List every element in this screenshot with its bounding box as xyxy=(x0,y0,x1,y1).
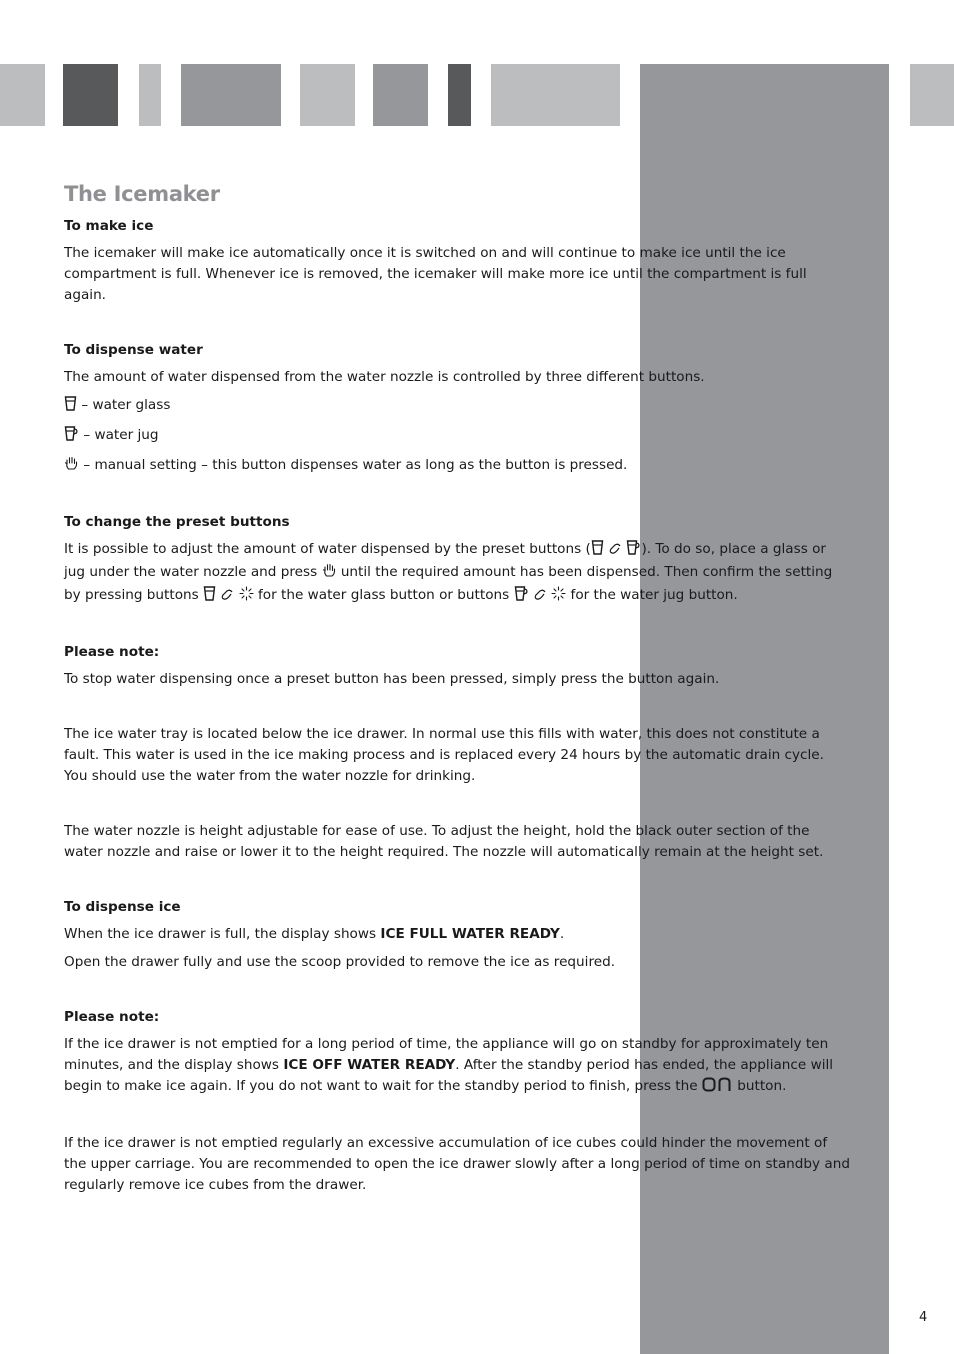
sparkle-icon xyxy=(239,586,254,608)
header-block-10 xyxy=(910,64,954,126)
and-symbol-icon xyxy=(608,541,622,562)
tray-text: The ice water tray is located below the ice drawer. In normal use this fills with water, this does not constitute a fault. This water is used in the ice making process and is replaced every 24 hours by the automatic drain cycle. You should use the water from the water nozzle for drinking. xyxy=(64,726,824,784)
glass-line xyxy=(64,395,850,418)
preset-text xyxy=(64,539,850,608)
header-block-4 xyxy=(181,64,281,126)
page-content xyxy=(64,180,850,1203)
header-block-3 xyxy=(139,64,161,126)
note2-text-2: . After the standby period has ended, the appliance will begin to make ice again. If you do not want to wait for the standby period to finish, press the xyxy=(64,1057,834,1094)
note2-text-1: If the ice drawer is not emptied for a long period of time, the appliance will go on standby for approximately ten minutes, and the display shows xyxy=(64,1036,829,1073)
jug-label: – water jug xyxy=(83,427,159,443)
carriage-text: If the ice drawer is not emptied regularly an excessive accumulation of ice cubes could hinder the movement of the upper carriage. You are recommended to open the ice drawer slowly after a long period of time on standby and regularly remove ice cubes from the drawer. xyxy=(64,1135,851,1193)
dispense-water-heading: To dispense water xyxy=(64,342,203,358)
manual-label: – manual setting – this button dispenses water as long as the button is pressed. xyxy=(83,457,628,473)
water-glass-icon xyxy=(64,396,77,418)
make-ice-heading: To make ice xyxy=(64,218,154,234)
preset-text-1: It is possible to adjust the amount of water dispensed by the preset buttons ( xyxy=(64,541,591,557)
dispense-ice-text-2: . xyxy=(559,926,565,942)
and-symbol-icon xyxy=(220,587,234,608)
note2-text-3: button. xyxy=(732,1078,787,1094)
display-message-full: ICE FULL WATER READY xyxy=(380,926,560,942)
preset-text-5: for the water jug button. xyxy=(566,587,738,603)
note2-heading: Please note: xyxy=(64,1009,160,1025)
header-block-2 xyxy=(63,64,118,126)
preset-text-4: for the water glass button or buttons xyxy=(253,587,514,603)
dispense-water-intro: The amount of water dispensed from the water nozzle is controlled by three different buttons. xyxy=(64,369,705,385)
water-glass-icon xyxy=(591,540,604,562)
display-message-off: ICE OFF WATER READY xyxy=(283,1057,456,1073)
note1-heading: Please note: xyxy=(64,644,160,660)
manual-line xyxy=(64,455,850,478)
make-ice-text: The icemaker will make ice automatically once it is switched on and will continue to make ice until the ice compartment is full. Whenever ice is removed, the icemaker will make more ice until the compartment is full again. xyxy=(64,245,807,303)
preset-heading: To change the preset buttons xyxy=(64,514,290,530)
note1-text: To stop water dispensing once a preset button has been pressed, simply press the button again. xyxy=(64,671,720,687)
dispense-ice-text-3: Open the drawer fully and use the scoop provided to remove the ice as required. xyxy=(64,954,616,970)
page-title: The Icemaker xyxy=(64,182,220,206)
hand-icon xyxy=(64,456,79,478)
dispense-ice-text-1: When the ice drawer is full, the display shows xyxy=(64,926,381,942)
dispense-ice-heading: To dispense ice xyxy=(64,899,181,915)
page-number: 4 xyxy=(919,1310,928,1325)
and-symbol-icon xyxy=(533,587,547,608)
header-block-1 xyxy=(0,64,45,126)
on-button-label: On xyxy=(701,1077,704,1078)
header-block-8 xyxy=(491,64,620,126)
preset-text-3: until the required amount has been dispensed. Then confirm the setting by pressing buttons xyxy=(64,564,833,603)
header-block-6 xyxy=(373,64,428,126)
nozzle-text: The water nozzle is height adjustable for ease of use. To adjust the height, hold the black outer section of the water nozzle and raise or lower it to the height required. The nozzle will automatically remain at the height set. xyxy=(64,823,824,860)
note2-text xyxy=(64,1034,850,1099)
header-block-7 xyxy=(448,64,471,126)
preset-text-2: ). To do so, place a glass or jug under the water nozzle and press xyxy=(64,541,827,580)
water-glass-icon xyxy=(203,586,216,608)
glass-label: – water glass xyxy=(81,397,171,413)
header-block-5 xyxy=(300,64,355,126)
sparkle-icon xyxy=(551,586,566,608)
water-jug-icon xyxy=(514,586,529,608)
on-button-icon xyxy=(702,1077,733,1099)
jug-line xyxy=(64,425,850,448)
dispense-ice-text xyxy=(64,924,850,945)
hand-icon xyxy=(322,563,337,585)
water-jug-icon xyxy=(64,426,79,448)
water-jug-icon xyxy=(626,540,641,562)
